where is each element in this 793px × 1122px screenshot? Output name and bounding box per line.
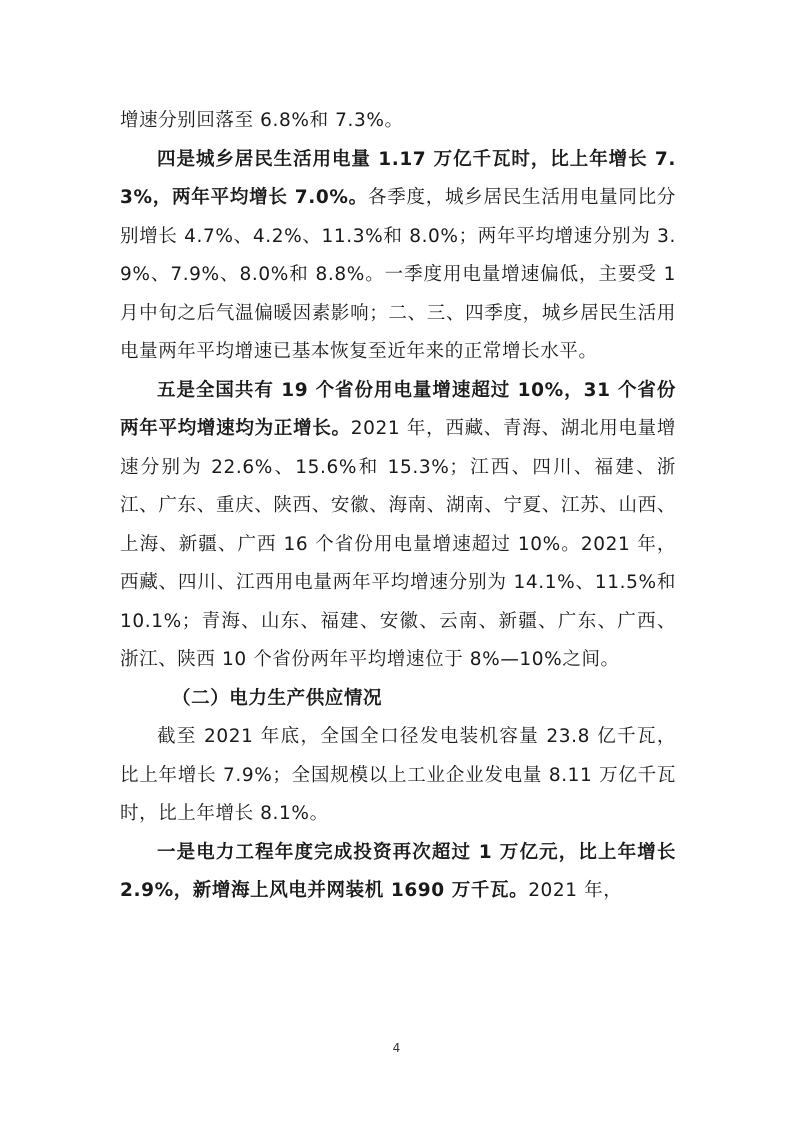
paragraph-text: 截至 2021 年底，全国全口径发电装机容量 23.8 亿千瓦，比上年增长 7.9%；全国规模以上工业企业发电量 8.11 万亿千瓦时，比上年增长 8.1%。 (120, 726, 676, 824)
paragraph-investment (120, 834, 676, 911)
document-body (120, 102, 676, 911)
paragraph-provinces-growth (120, 372, 676, 680)
paragraph-lead-bold: 五是全国共有 19 个省份用电量增速超过 10%，31 个省份两年平均增速均为正增长。 (120, 379, 676, 439)
paragraph-text: 2021 年，西藏、青海、湖北用电量增速分别为 22.6%、15.6%和 15.3%；江西、四川、福建、浙江、广东、重庆、陕西、安徽、海南、湖南、宁夏、江苏、山西、上海、新疆、广西 16 个省份用电量增速超过 10%。2021 年，西藏、四川、江西用电量两年平均增速分别为 14.1%、11.5%和 10.1%；青海、山东、福建、安徽、云南、新疆、广东、广西、浙江、陕西 10 个省份两年平均增速位于 8%—10%之间。 (120, 418, 676, 670)
paragraph-lead-bold: 一是电力工程年度完成投资再次超过 1 万亿元，比上年增长 2.9%，新增海上风电并网装机 1690 万千瓦。 (120, 841, 676, 901)
paragraph-continuation (120, 102, 676, 141)
paragraph-text: 各季度，城乡居民生活用电量同比分别增长 4.7%、4.2%、11.3%和 8.0%；两年平均增速分别为 3.9%、7.9%、8.0%和 8.8%。一季度用电量增速偏低，主要受 1 月中旬之后气温偏暖因素影响；二、三、四季度，城乡居民生活用电量两年平均增速已基本恢复至近年来的正常增长水平。 (120, 187, 676, 362)
paragraph-residential-electricity (120, 141, 676, 372)
paragraph-text: 增速分别回落至 6.8%和 7.3%。 (120, 110, 404, 131)
paragraph-text: 2021 年， (528, 880, 623, 901)
page-number: 4 (392, 1041, 401, 1055)
paragraph-installed-capacity (120, 718, 676, 834)
section-heading: （二）电力生产供应情况 (172, 687, 383, 709)
paragraph-lead-bold: 四是城乡居民生活用电量 1.17 万亿千瓦时，比上年增长 7.3%，两年平均增长 7.0%。 (120, 148, 676, 208)
